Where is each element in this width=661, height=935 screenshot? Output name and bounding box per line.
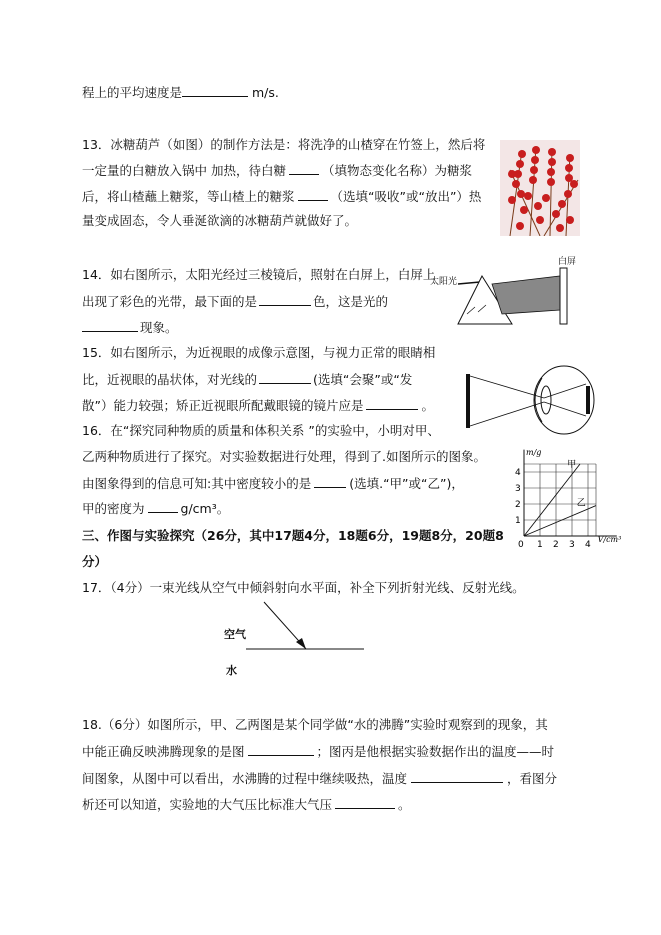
- myopia-eye-diagram: [462, 360, 600, 440]
- q14-text2a: 出现了彩色的光带，最下面的是: [82, 294, 258, 309]
- q13-blank1[interactable]: [289, 162, 319, 175]
- series-label-yi: 乙: [576, 498, 586, 509]
- q13-line3: [82, 188, 481, 205]
- q12-blank[interactable]: [182, 84, 248, 97]
- q16-line1: 16．在“探究同种物质的质量和体积关系 ”的实验中，小明对甲、: [82, 423, 440, 438]
- water-label: 水: [226, 664, 237, 677]
- q16-text3b: (选填.“甲”或“乙”)，: [349, 476, 464, 491]
- y-tick-label: 1: [515, 516, 521, 526]
- x-axis-label: V/cm³: [597, 535, 622, 544]
- q15-line1: 15．如右图所示，为近视眼的成像示意图，与视力正常的眼睛相: [82, 345, 436, 360]
- x-tick-label: 2: [553, 540, 559, 550]
- q12-text: 程上的平均速度是: [82, 85, 183, 100]
- q18-text2a: 中能正确反映沸腾现象的是图: [82, 744, 245, 759]
- air-label: 空气: [224, 628, 246, 641]
- section3-heading-cont: 分）: [82, 554, 108, 569]
- series-line-yi: [524, 506, 596, 536]
- sunlight-label: 太阳光: [430, 277, 458, 287]
- x-tick-label: 1: [537, 540, 543, 550]
- q18-text3b: ，看图分: [507, 771, 558, 786]
- q17-line1: 17．（4分）一束光线从空气中倾斜射向水平面，补全下列折射光线、反射光线。: [82, 580, 525, 595]
- q16-text4a: 甲的密度为: [82, 501, 145, 516]
- q18-text4a: 析还可以知道，实验地的大气压比标准大气压: [82, 797, 333, 812]
- candied-haws-photo: [500, 140, 580, 236]
- y-axis-label: m/g: [526, 448, 542, 457]
- q14-line3: [82, 319, 178, 336]
- q14-line2: [82, 293, 388, 310]
- q15-text3a: 散”）能力较强；矫正近视眼所配戴眼镜的镜片应是: [82, 398, 364, 413]
- q13-text3a: 后，将山楂蘸上糖浆，等山楂上的糖浆: [82, 189, 295, 204]
- mass-volume-chart: [508, 446, 632, 556]
- q18-blank2[interactable]: [411, 770, 503, 783]
- series-label-jia: 甲: [567, 460, 577, 471]
- q14-text3: 现象。: [140, 320, 178, 335]
- mass-volume-chart-svg: [508, 446, 632, 556]
- q13-text2a: 一定量的白糖放入锅中 加热，待白糖: [82, 163, 286, 178]
- q13-line1: 13．冰糖葫芦（如图）的制作方法是：将洗净的山楂穿在竹签上，然后将: [82, 137, 486, 152]
- q16-text4b: g/cm³。: [180, 501, 230, 516]
- x-tick-label: 4: [585, 540, 591, 550]
- q16-line4: [82, 500, 229, 517]
- q18-blank1[interactable]: [248, 743, 314, 756]
- y-tick-label: 3: [515, 484, 521, 494]
- q16-text3a: 由图象得到的信息可知:其中密度较小的是: [82, 476, 312, 491]
- q18-line3: [82, 770, 557, 787]
- x-tick-label: 0: [518, 540, 524, 550]
- q15-blank2[interactable]: [366, 397, 418, 410]
- q14-text2b: 色，这是光的: [313, 294, 389, 309]
- q18-line1: 18.（6分）如图所示，甲、乙两图是某个同学做“水的沸腾”实验时观察到的现象，其: [82, 717, 548, 732]
- section3-heading: 三、作图与实验探究（26分，其中17题4分，18题6分，19题8分，20题8: [82, 528, 504, 543]
- series-line-jia: [524, 464, 580, 536]
- q16-blank2[interactable]: [148, 500, 178, 513]
- q14-blank2[interactable]: [82, 319, 138, 332]
- q13-text3b: （选填“吸收”或“放出”）热: [330, 189, 482, 204]
- q15-line3: [82, 397, 434, 414]
- q13-blank2[interactable]: [298, 188, 328, 201]
- y-tick-label: 4: [515, 468, 521, 478]
- q15-blank1[interactable]: [259, 371, 311, 384]
- q13-text2b: （填物态变化名称）为糖浆: [321, 163, 472, 178]
- refraction-diagram: [220, 600, 370, 680]
- q18-line4: [82, 796, 411, 813]
- prism-diagram: [430, 254, 590, 332]
- q15-text2b: (选填“会聚”或“发: [313, 372, 413, 387]
- q13-line4: 量变成固态，令人垂涎欲滴的冰糖葫芦就做好了。: [82, 213, 358, 228]
- q14-line1: 14．如右图所示，太阳光经过三棱镜后，照射在白屏上，白屏上: [82, 267, 436, 282]
- q18-line2: [82, 743, 554, 760]
- x-tick-label: 3: [569, 540, 575, 550]
- screen-label: 白屏: [558, 257, 577, 267]
- y-tick-label: 2: [515, 500, 521, 510]
- q15-text3b: 。: [421, 398, 434, 413]
- q15-line2: [82, 371, 412, 388]
- q14-blank1[interactable]: [259, 293, 311, 306]
- q12-unit: m/s.: [252, 85, 279, 100]
- q13-line2: [82, 162, 472, 179]
- q18-text2b: ；图丙是他根据实验数据作出的温度——时: [316, 744, 555, 759]
- q18-text3a: 间图象，从图中可以看出，水沸腾的过程中继续吸热，温度: [82, 771, 408, 786]
- q18-blank3[interactable]: [335, 796, 395, 809]
- q16-line2: 乙两种物质进行了探究。对实验数据进行处理，得到了.如图所示的图象。: [82, 449, 486, 464]
- q16-blank1[interactable]: [314, 475, 346, 488]
- q12-line: [82, 84, 279, 101]
- q16-line3: [82, 475, 464, 492]
- q15-text2a: 比，近视眼的晶状体，对光线的: [82, 372, 258, 387]
- q18-text4b: 。: [398, 797, 411, 812]
